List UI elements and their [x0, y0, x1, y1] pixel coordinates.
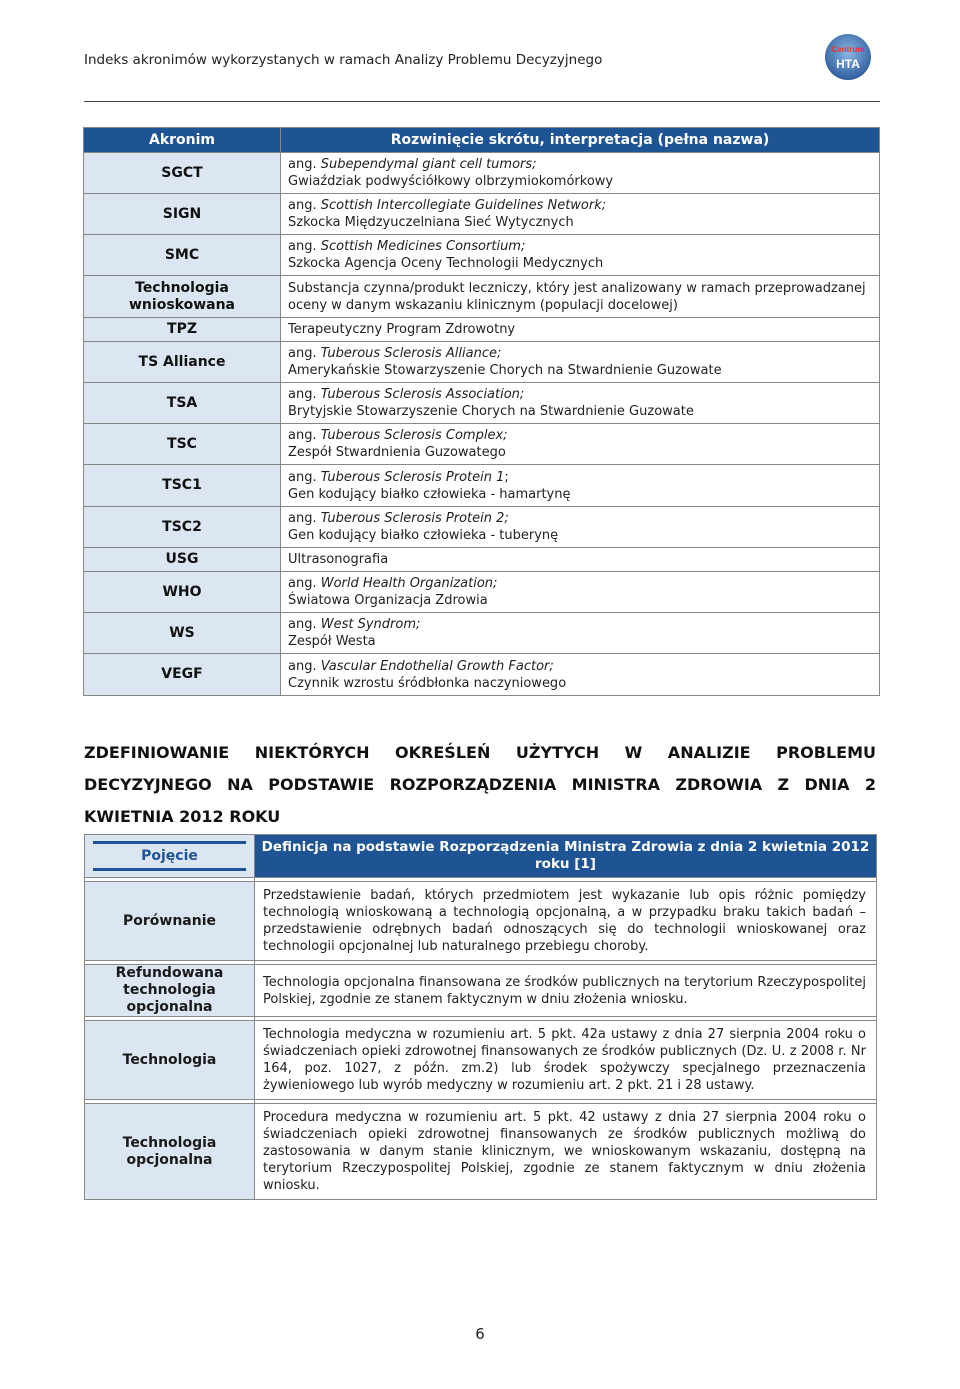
expansion-line-1: ang. Tuberous Sclerosis Complex; — [288, 428, 508, 443]
term-cell: Porównanie — [85, 882, 255, 961]
definition-row — [85, 1104, 877, 1200]
expansion-line-2: Szkocka Międzyuczelniana Sieć Wytycznych — [288, 215, 574, 230]
acronym-cell: USG — [84, 548, 281, 572]
expansion-cell — [281, 383, 880, 424]
expansion-line-2: Czynnik wzrostu śródbłonka naczyniowego — [288, 675, 567, 691]
acronym-row — [84, 342, 880, 383]
term-cell: Technologia opcjonalna — [85, 1104, 255, 1200]
acronym-cell: TSC — [84, 424, 281, 465]
acronym-cell: TSC1 — [84, 465, 281, 507]
acronym-row — [84, 318, 880, 342]
expansion-line-1: ang. Tuberous Sclerosis Alliance; — [288, 346, 502, 361]
section-title: ZDEFINIOWANIE NIEKTÓRYCH OKREŚLEŃ UŻYTYCH W ANALIZIE PROBLEMU DECYZYJNEGO NA PODSTAWIE ROZPORZĄDZENIA MINISTRA ZDROWIA Z DNIA 2 KWIETNIA 2012 ROKU — [84, 743, 876, 826]
acronym-row — [84, 276, 880, 318]
expansion-line-2: Światowa Organizacja Zdrowia — [288, 593, 488, 608]
definition-row — [85, 965, 877, 1017]
acronym-cell: SGCT — [84, 153, 281, 194]
logo-text-bottom: HTA — [836, 57, 860, 71]
term-column-header: Pojęcie — [85, 835, 255, 878]
expansion-line-2: Gen kodujący białko człowieka - hamartynę — [288, 486, 571, 502]
expansion-line-1: ang. Subependymal giant cell tumors; — [288, 157, 537, 172]
expansion-cell — [281, 548, 880, 572]
acronym-row — [84, 654, 880, 696]
acronym-row — [84, 383, 880, 424]
expansion-line-2: Szkocka Agencja Oceny Technologii Medycznych — [288, 256, 604, 271]
definition-row — [85, 882, 877, 961]
expansion-line-1: Terapeutyczny Program Zdrowotny — [288, 322, 516, 337]
term-cell: Technologia — [85, 1021, 255, 1100]
acronym-row — [84, 465, 880, 507]
acronym-row — [84, 194, 880, 235]
expansion-cell — [281, 572, 880, 613]
definition-row — [85, 1021, 877, 1100]
acronym-row — [84, 507, 880, 548]
acronym-cell: WS — [84, 613, 281, 654]
expansion-cell — [281, 465, 880, 507]
expansion-cell — [281, 507, 880, 548]
logo-text-top: Centrum — [831, 45, 865, 54]
acronym-table — [83, 127, 880, 696]
expansion-line-1: ang. World Health Organization; — [288, 576, 498, 591]
expansion-cell — [281, 654, 880, 696]
expansion-cell — [281, 276, 880, 318]
expansion-line-1: ang. Vascular Endothelial Growth Factor; — [288, 658, 554, 674]
expansion-line-2: Gwiaździak podwyściółkowy olbrzymiokomórkowy — [288, 174, 614, 189]
expansion-cell — [281, 424, 880, 465]
expansion-line-1: ang. Tuberous Sclerosis Association; — [288, 387, 525, 402]
definition-cell: Technologia medyczna w rozumieniu art. 5 pkt. 42a ustawy z dnia 27 sierpnia 2004 roku o świadczeniach opieki zdrowotnej finansowanych ze środków publicznych (Dz. U. z 2008 r. Nr 164, poz. 1027, z późn. zm.2) lub środek spożywczy specjalnego przeznaczenia żywieniowego lub wyrób medyczny w rozumieniu art. 2 pkt. 21 i 28 ustawy. — [255, 1021, 877, 1100]
expansion-line-1: ang. Tuberous Sclerosis Protein 2; — [288, 511, 509, 526]
expansion-line-1: ang. West Syndrom; — [288, 617, 421, 632]
acronym-row — [84, 424, 880, 465]
acronym-cell: TSA — [84, 383, 281, 424]
expansion-line-1: Ultrasonografia — [288, 552, 389, 567]
expansion-line-1: ang. Scottish Intercollegiate Guidelines Network; — [288, 198, 607, 213]
acronym-row — [84, 613, 880, 654]
acronym-column-header: Akronim — [84, 128, 281, 153]
term-cell: Refundowana technologia opcjonalna — [85, 965, 255, 1017]
acronym-row — [84, 548, 880, 572]
expansion-line-1: ang. Scottish Medicines Consortium; — [288, 239, 526, 254]
expansion-line-1: ang. Tuberous Sclerosis Protein 1; — [288, 469, 509, 485]
definition-cell: Procedura medyczna w rozumieniu art. 5 pkt. 42 ustawy z dnia 27 sierpnia 2004 roku o świadczeniach opieki zdrowotnej finansowanych ze środków publicznych możliwą do zastosowania w danym stanie klinicznym, we wnioskowanym wskazaniu, dostępną na terytorium Rzeczypospolitej Polskiej, zgodnie ze stanem faktycznym w dniu złożenia wniosku. — [255, 1104, 877, 1200]
expansion-cell — [281, 318, 880, 342]
definition-column-header: Definicja na podstawie Rozporządzenia Ministra Zdrowia z dnia 2 kwietnia 2012 roku [1] — [255, 835, 877, 878]
expansion-line-2: Zespół Westa — [288, 634, 376, 649]
expansion-line-2: Zespół Stwardnienia Guzowatego — [288, 445, 506, 460]
expansion-cell — [281, 235, 880, 276]
page-number: 6 — [475, 1325, 485, 1343]
acronym-cell: TS Alliance — [84, 342, 281, 383]
running-header: Indeks akronimów wykorzystanych w ramach Analizy Problemu Decyzyjnego — [84, 52, 603, 68]
expansion-cell — [281, 613, 880, 654]
expansion-column-header: Rozwinięcie skrótu, interpretacja (pełna nazwa) — [281, 128, 880, 153]
expansion-line-2: Brytyjskie Stowarzyszenie Chorych na Stwardnienie Guzowate — [288, 404, 694, 419]
acronym-cell: SIGN — [84, 194, 281, 235]
definition-cell: Przedstawienie badań, których przedmiotem jest wykazanie lub opis różnic pomiędzy technologią wnioskowaną a technologią opcjonalną, a w przypadku braku takich badań – przedstawienie odrębnych badań odnoszących się do technologii wnioskowanej oraz technologii opcjonalnej lub naturalnego przebiegu choroby. — [255, 882, 877, 961]
acronym-row — [84, 153, 880, 194]
acronym-cell: Technologia wnioskowana — [84, 276, 281, 318]
definitions-table — [84, 834, 877, 1200]
expansion-line-1: Substancja czynna/produkt leczniczy, który jest analizowany w ramach przeprowadzanej oceny w danym wskazaniu klinicznym (populacji docelowej) — [288, 280, 866, 313]
expansion-cell — [281, 153, 880, 194]
centrum-hta-logo — [820, 32, 876, 82]
acronym-cell: SMC — [84, 235, 281, 276]
acronym-cell: TSC2 — [84, 507, 281, 548]
definition-cell: Technologia opcjonalna finansowana ze środków publicznych na terytorium Rzeczypospolitej Polskiej, zgodnie ze stanem faktycznym w dniu złożenia wniosku. — [255, 965, 877, 1017]
acronym-cell: VEGF — [84, 654, 281, 696]
acronym-cell: WHO — [84, 572, 281, 613]
expansion-line-2: Amerykańskie Stowarzyszenie Chorych na Stwardnienie Guzowate — [288, 363, 722, 378]
acronym-row — [84, 235, 880, 276]
expansion-cell — [281, 342, 880, 383]
header-rule — [84, 101, 880, 102]
acronym-row — [84, 572, 880, 613]
expansion-cell — [281, 194, 880, 235]
expansion-line-2: Gen kodujący białko człowieka - tuberynę — [288, 528, 559, 543]
acronym-cell: TPZ — [84, 318, 281, 342]
